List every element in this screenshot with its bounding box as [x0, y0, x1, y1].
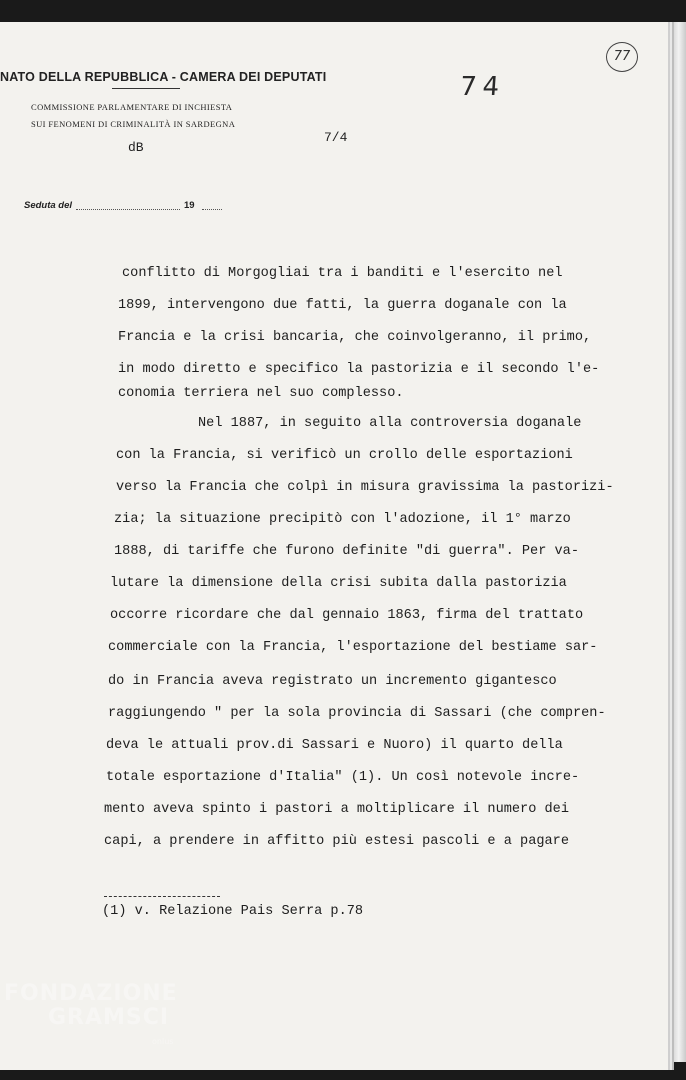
- body-line: totale esportazione d'Italia" (1). Un così notevole incre-: [106, 770, 580, 785]
- footnote: (1) v. Relazione Pais Serra p.78: [102, 904, 364, 919]
- document-page: [0, 22, 668, 1070]
- session-date-dots: [76, 209, 180, 210]
- body-line: conomia terriera nel suo complesso.: [118, 386, 404, 401]
- watermark-line-2: GRAMSCI: [48, 1005, 170, 1030]
- body-line: mento aveva spinto i pastori a moltiplicare il numero dei: [104, 802, 569, 817]
- session-label: Seduta del: [24, 200, 73, 211]
- watermark-line-3: onlus: [152, 1037, 174, 1046]
- body-line: Francia e la crisi bancaria, che coinvolgeranno, il primo,: [118, 330, 592, 345]
- body-line: zia; la situazione precipitò con l'adozione, il 1° marzo: [114, 512, 571, 527]
- header-title: NATO DELLA REPUBBLICA - CAMERA DEI DEPUTATI: [0, 70, 327, 84]
- page-edge: [674, 22, 686, 1062]
- body-line: deva le attuali prov.di Sassari e Nuoro) il quarto della: [106, 738, 563, 753]
- commission-line-2: SUI FENOMENI DI CRIMINALITÀ IN SARDEGNA: [31, 119, 236, 129]
- body-line: verso la Francia che colpì in misura gravissima la pastorizi-: [116, 480, 614, 495]
- header-rule: [112, 88, 180, 89]
- body-line: capi, a prendere in affitto più estesi pascoli e a pagare: [104, 834, 569, 849]
- session-year: 19: [184, 200, 195, 211]
- body-line: commerciale con la Francia, l'esportazione del bestiame sar-: [108, 640, 598, 655]
- watermark-logo: [4, 981, 178, 1046]
- session-year-dots: [202, 209, 222, 210]
- handwritten-page-number: 74: [458, 72, 507, 102]
- body-line: raggiungendo " per la sola provincia di Sassari (che compren-: [108, 706, 606, 721]
- commission-line-1: COMMISSIONE PARLAMENTARE DI INCHIESTA: [31, 102, 233, 112]
- body-line: occorre ricordare che dal gennaio 1863, firma del trattato: [110, 608, 584, 623]
- body-line: con la Francia, si verificò un crollo delle esportazioni: [116, 448, 573, 463]
- document-code: dB: [128, 140, 144, 155]
- watermark-line-1: FONDAZIONE: [4, 981, 178, 1006]
- body-line: lutare la dimensione della crisi subita dalla pastorizia: [110, 576, 567, 591]
- body-line: do in Francia aveva registrato un incremento gigantesco: [108, 674, 557, 689]
- body-line: 1899, intervengono due fatti, la guerra doganale con la: [118, 298, 567, 313]
- body-line: Nel 1887, in seguito alla controversia doganale: [198, 416, 582, 431]
- circled-page-number: 77: [606, 42, 638, 72]
- body-line: conflitto di Morgogliai tra i banditi e l'esercito nel: [122, 266, 563, 281]
- footnote-separator: [104, 896, 220, 897]
- body-line: in modo diretto e specifico la pastorizia e il secondo l'e-: [118, 362, 600, 377]
- page-fraction: 7/4: [324, 130, 348, 145]
- body-line: 1888, di tariffe che furono definite "di guerra". Per va-: [114, 544, 579, 559]
